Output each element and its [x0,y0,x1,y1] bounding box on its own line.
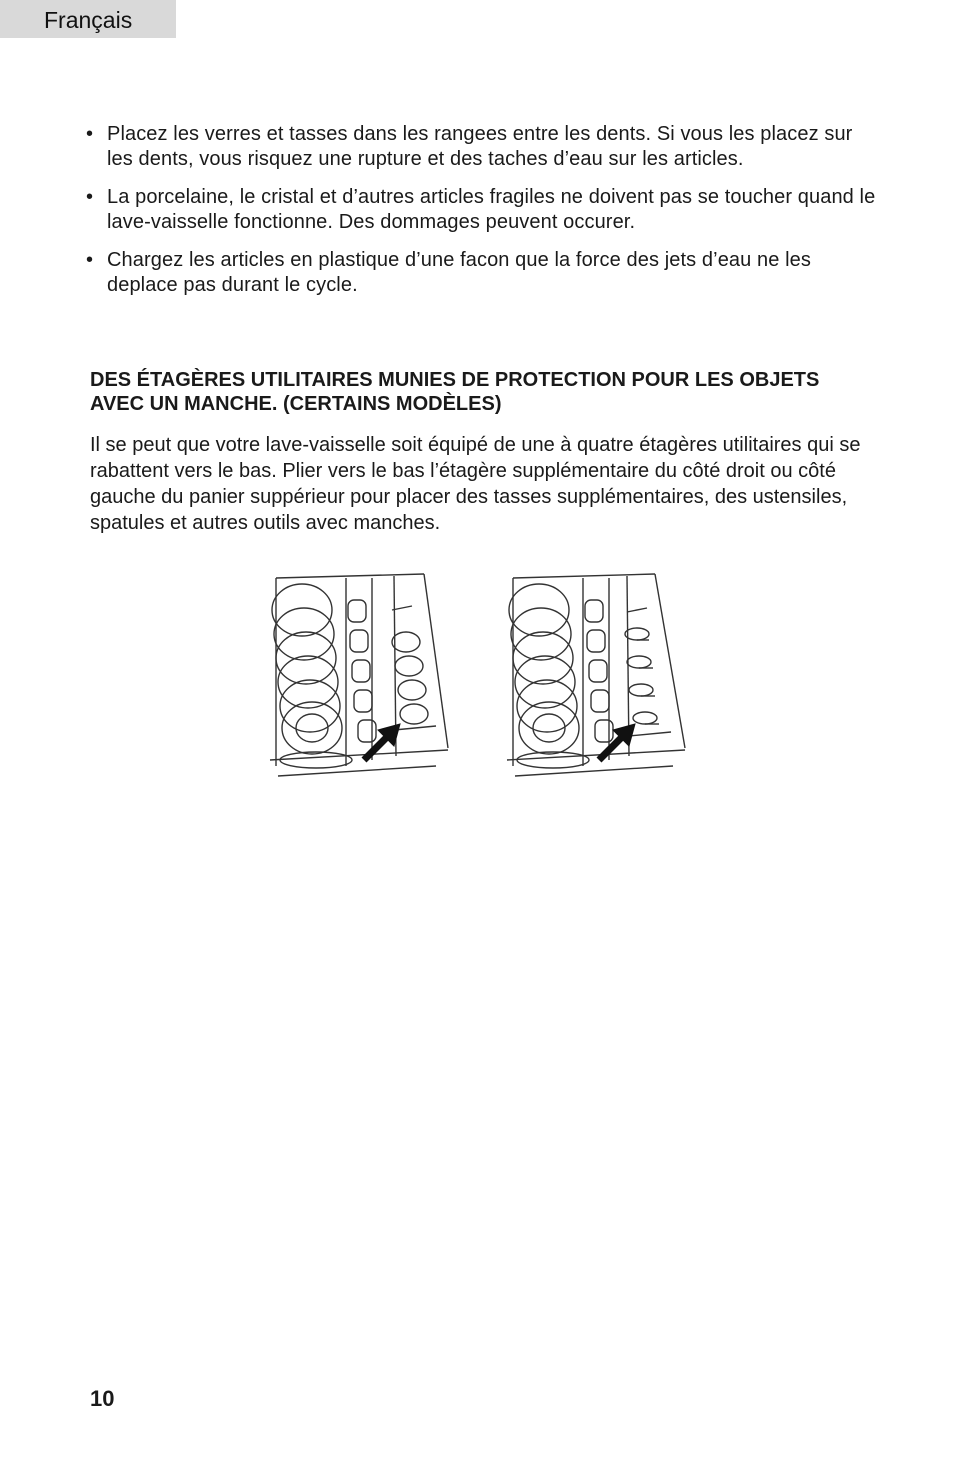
bullet-marker: • [86,186,94,208]
section-paragraph: Il se peut que votre lave-vaisselle soit équipé de une à quatre étagères utilitaires qui se rabattent vers le bas. Plier vers le bas l’étagère supplémentaire du côté droit ou côté gauche du panier suppérieur pour placer des tasses supplémentaires, des ustensiles, spatules et autres outils avec manches. [90,434,861,534]
bullet-text: Chargez les articles en plastique d’une facon que la force des jets d’eau ne les deplace pas durant le cycle. [107,249,811,296]
rack-cups-illustration [266,570,456,788]
bullet-item [86,122,876,172]
page-number: 10 [90,1386,115,1411]
language-label: Français [44,7,133,33]
bullet-marker: • [86,249,94,271]
rack-stemware-illustration [503,570,693,788]
bullet-text: Placez les verres et tasses dans les rangees entre les dents. Si vous les placez sur les dents, vous risquez une rupture et des taches d’eau sur les articles. [107,123,853,170]
bullet-marker: • [86,123,94,145]
bullet-item [86,248,876,298]
bullet-item [86,185,876,235]
language-tab [0,0,176,38]
bullet-list [86,122,876,311]
section-heading: DES ÉTAGÈRES UTILITAIRES MUNIES DE PROTECTION POUR LES OBJETS AVEC UN MANCHE. (CERTAINS MODÈLES) [90,369,820,415]
bullet-text: La porcelaine, le cristal et d’autres articles fragiles ne doivent pas se toucher quand le lave-vaisselle fonctionne. Des dommages peuvent occurer. [107,186,876,233]
